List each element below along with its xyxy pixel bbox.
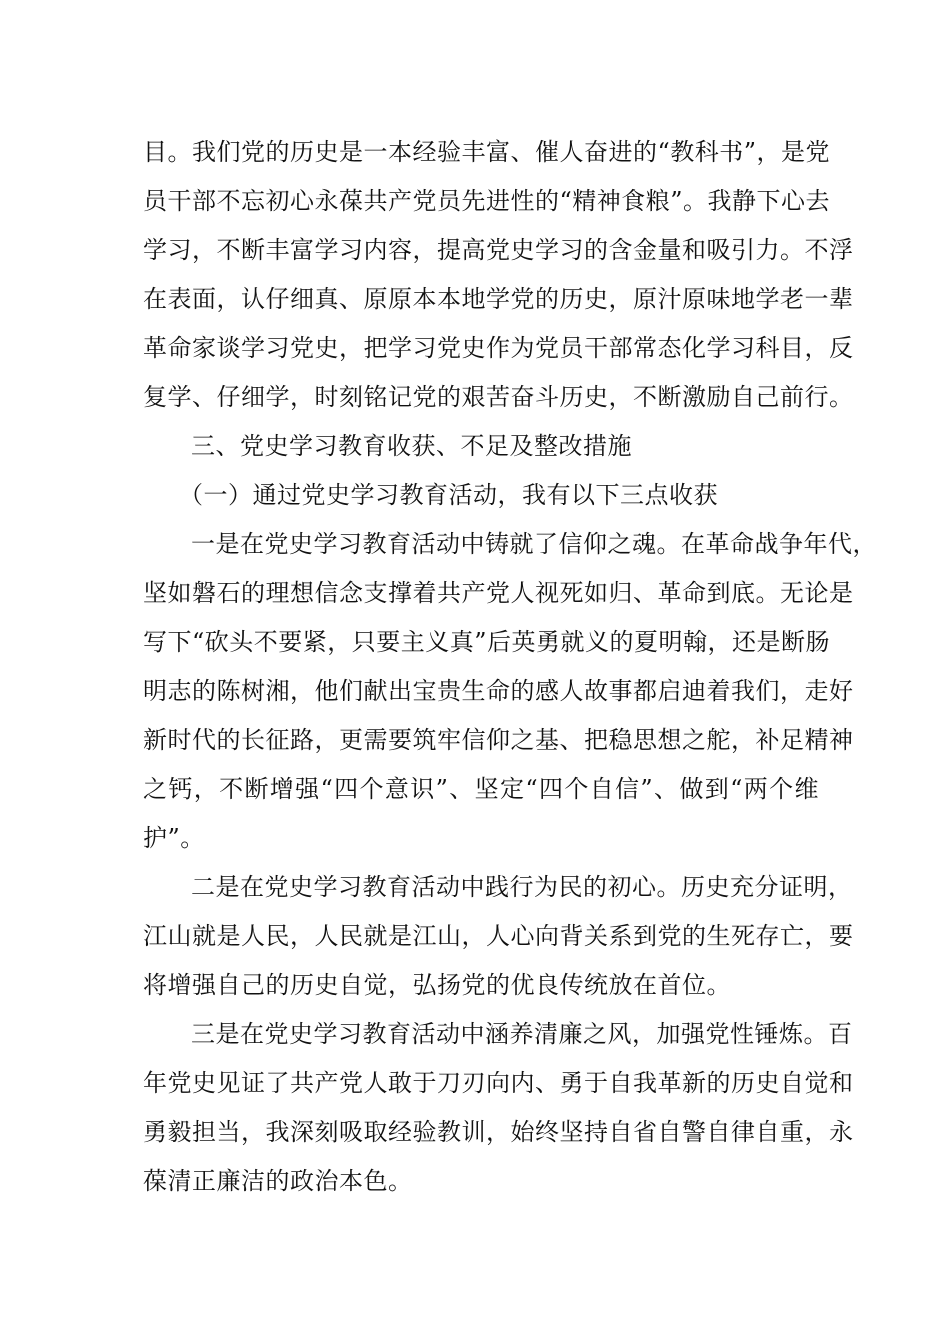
text-line: 写下“砍头不要紧，只要主义真”后英勇就义的夏明翰，还是断肠 [143, 628, 831, 656]
subsection-heading: （一）通过党史学习教育活动，我有以下三点收获 [179, 481, 718, 509]
text-line: 将增强自己的历史自觉，弘扬党的优良传统放在首位。 [143, 971, 731, 999]
text-line: 坚如磐石的理想信念支撑着共产党人视死如归、革命到底。无论是 [143, 579, 854, 607]
text-line: 在表面，认仔细真、原原本本地学党的历史，原汁原味地学老一辈 [143, 285, 854, 313]
text-line: 目。我们党的历史是一本经验丰富、催人奋进的“教科书”，是党 [143, 138, 831, 166]
text-line: 明志的陈树湘，他们献出宝贵生命的感人故事都启迪着我们，走好 [143, 677, 854, 705]
paragraph-first-line: 一是在党史学习教育活动中铸就了信仰之魂。在革命战争年代， [191, 530, 877, 558]
section-heading: 三、党史学习教育收获、不足及整改措施 [191, 432, 632, 460]
paragraph-first-line: 三是在党史学习教育活动中涵养清廉之风，加强党性锤炼。百 [191, 1020, 853, 1048]
text-line: 江山就是人民，人民就是江山，人心向背关系到党的生死存亡，要 [143, 922, 854, 950]
text-line: 复学、仔细学，时刻铭记党的艰苦奋斗历史，不断激励自己前行。 [143, 383, 854, 411]
text-line: 革命家谈学习党史，把学习党史作为党员干部常态化学习科目，反 [143, 334, 854, 362]
text-line: 员干部不忘初心永葆共产党员先进性的“精神食粮”。我静下心去 [143, 187, 831, 215]
paragraph-first-line: 二是在党史学习教育活动中践行为民的初心。历史充分证明， [191, 873, 853, 901]
text-line: 勇毅担当，我深刻吸取经验教训，始终坚持自省自警自律自重，永 [143, 1118, 854, 1146]
text-line: 年党史见证了共产党人敢于刀刃向内、勇于自我革新的历史自觉和 [143, 1069, 854, 1097]
text-line: 护”。 [143, 824, 205, 852]
text-line: 新时代的长征路，更需要筑牢信仰之基、把稳思想之舵，补足精神 [143, 726, 854, 754]
text-line: 葆清正廉洁的政治本色。 [143, 1167, 413, 1195]
text-line: 之钙，不断增强“四个意识”、坚定“四个自信”、做到“两个维 [143, 775, 819, 803]
text-line: 学习，不断丰富学习内容，提高党史学习的含金量和吸引力。不浮 [143, 236, 854, 264]
body-text [143, 128, 877, 1206]
